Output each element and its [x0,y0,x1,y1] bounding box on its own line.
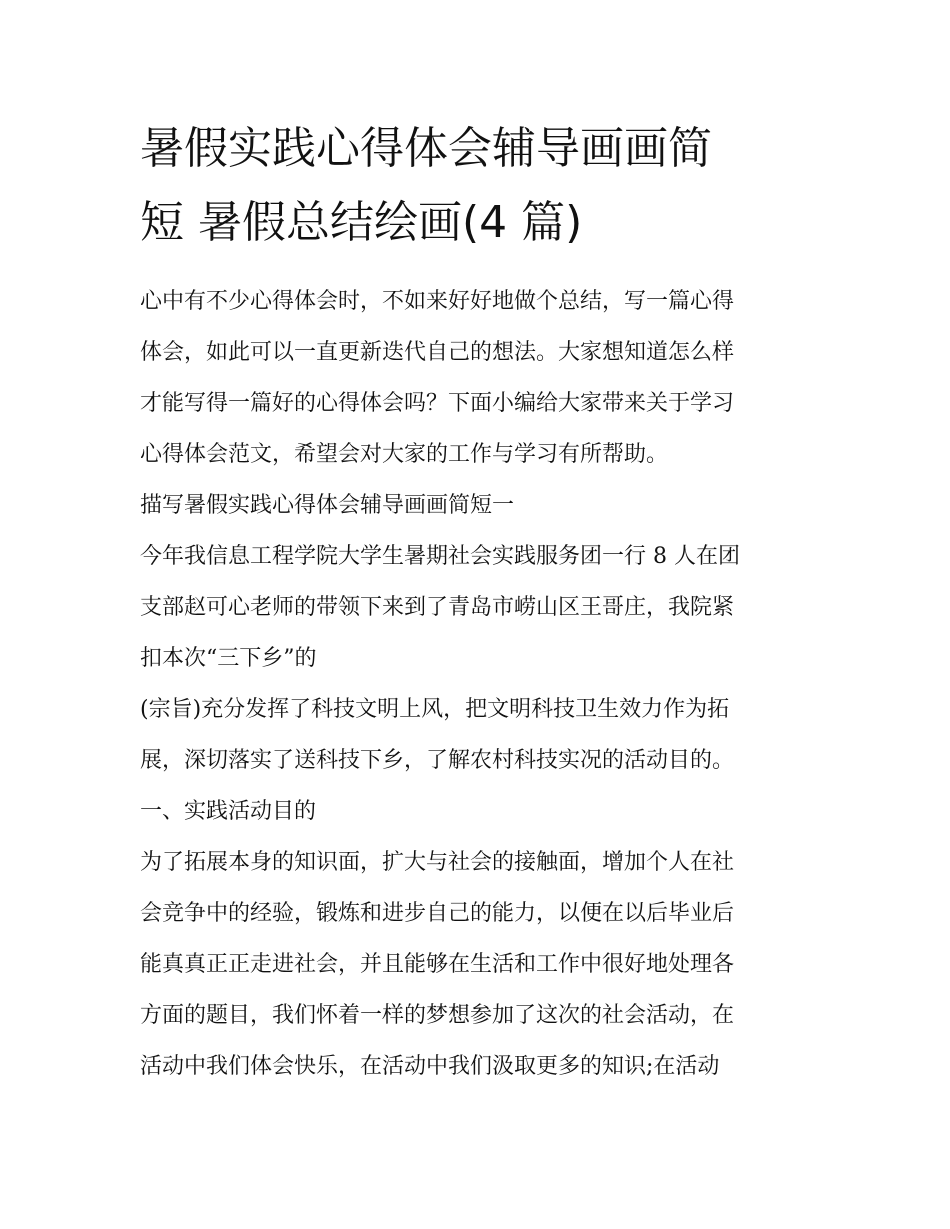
document-title [140,112,812,260]
body-line: 扣本次“三下乡”的 [140,646,317,671]
body-line: 方面的题目，我们怀着一样的梦想参加了这次的社会活动，在 [140,1003,735,1028]
title-line-1: 暑假实践心得体会辅导画画简 [140,123,712,174]
body-line: 心中有不少心得体会时，不如来好好地做个总结，写一篇心得 [140,289,735,314]
body-line: 活动中我们体会快乐，在活动中我们汲取更多的知识;在活动 [140,1054,720,1079]
body-line: 体会，如此可以一直更新迭代自己的想法。大家想知道怎么样 [140,340,735,365]
body-line: (宗旨)充分发挥了科技文明上风，把文明科技卫生效力作为拓 [140,697,730,722]
body-line: 能真真正正走进社会，并且能够在生活和工作中很好地处理各 [140,952,735,977]
body-line: 展，深切落实了送科技下乡，了解农村科技实况的活动目的。 [140,748,735,773]
section-heading: 一、实践活动目的 [140,799,317,824]
body-line: 为了拓展本身的知识面，扩大与社会的接触面，增加个人在社 [140,850,735,875]
section-heading: 描写暑假实践心得体会辅导画画简短一 [140,493,515,518]
body-line: 会竞争中的经验，锻炼和进步自己的能力，以便在以后毕业后 [140,901,735,926]
document-body [140,276,820,1092]
body-line: 才能写得一篇好的心得体会吗？下面小编给大家带来关于学习 [140,391,735,416]
body-line: 今年我信息工程学院大学生暑期社会实践服务团一行 8 人在团 [140,544,740,569]
body-line: 支部赵可心老师的带领下来到了青岛市崂山区王哥庄，我院紧 [140,595,735,620]
title-line-2: 短 暑假总结绘画(4 篇) [140,197,583,248]
body-line: 心得体会范文，希望会对大家的工作与学习有所帮助。 [140,442,669,467]
